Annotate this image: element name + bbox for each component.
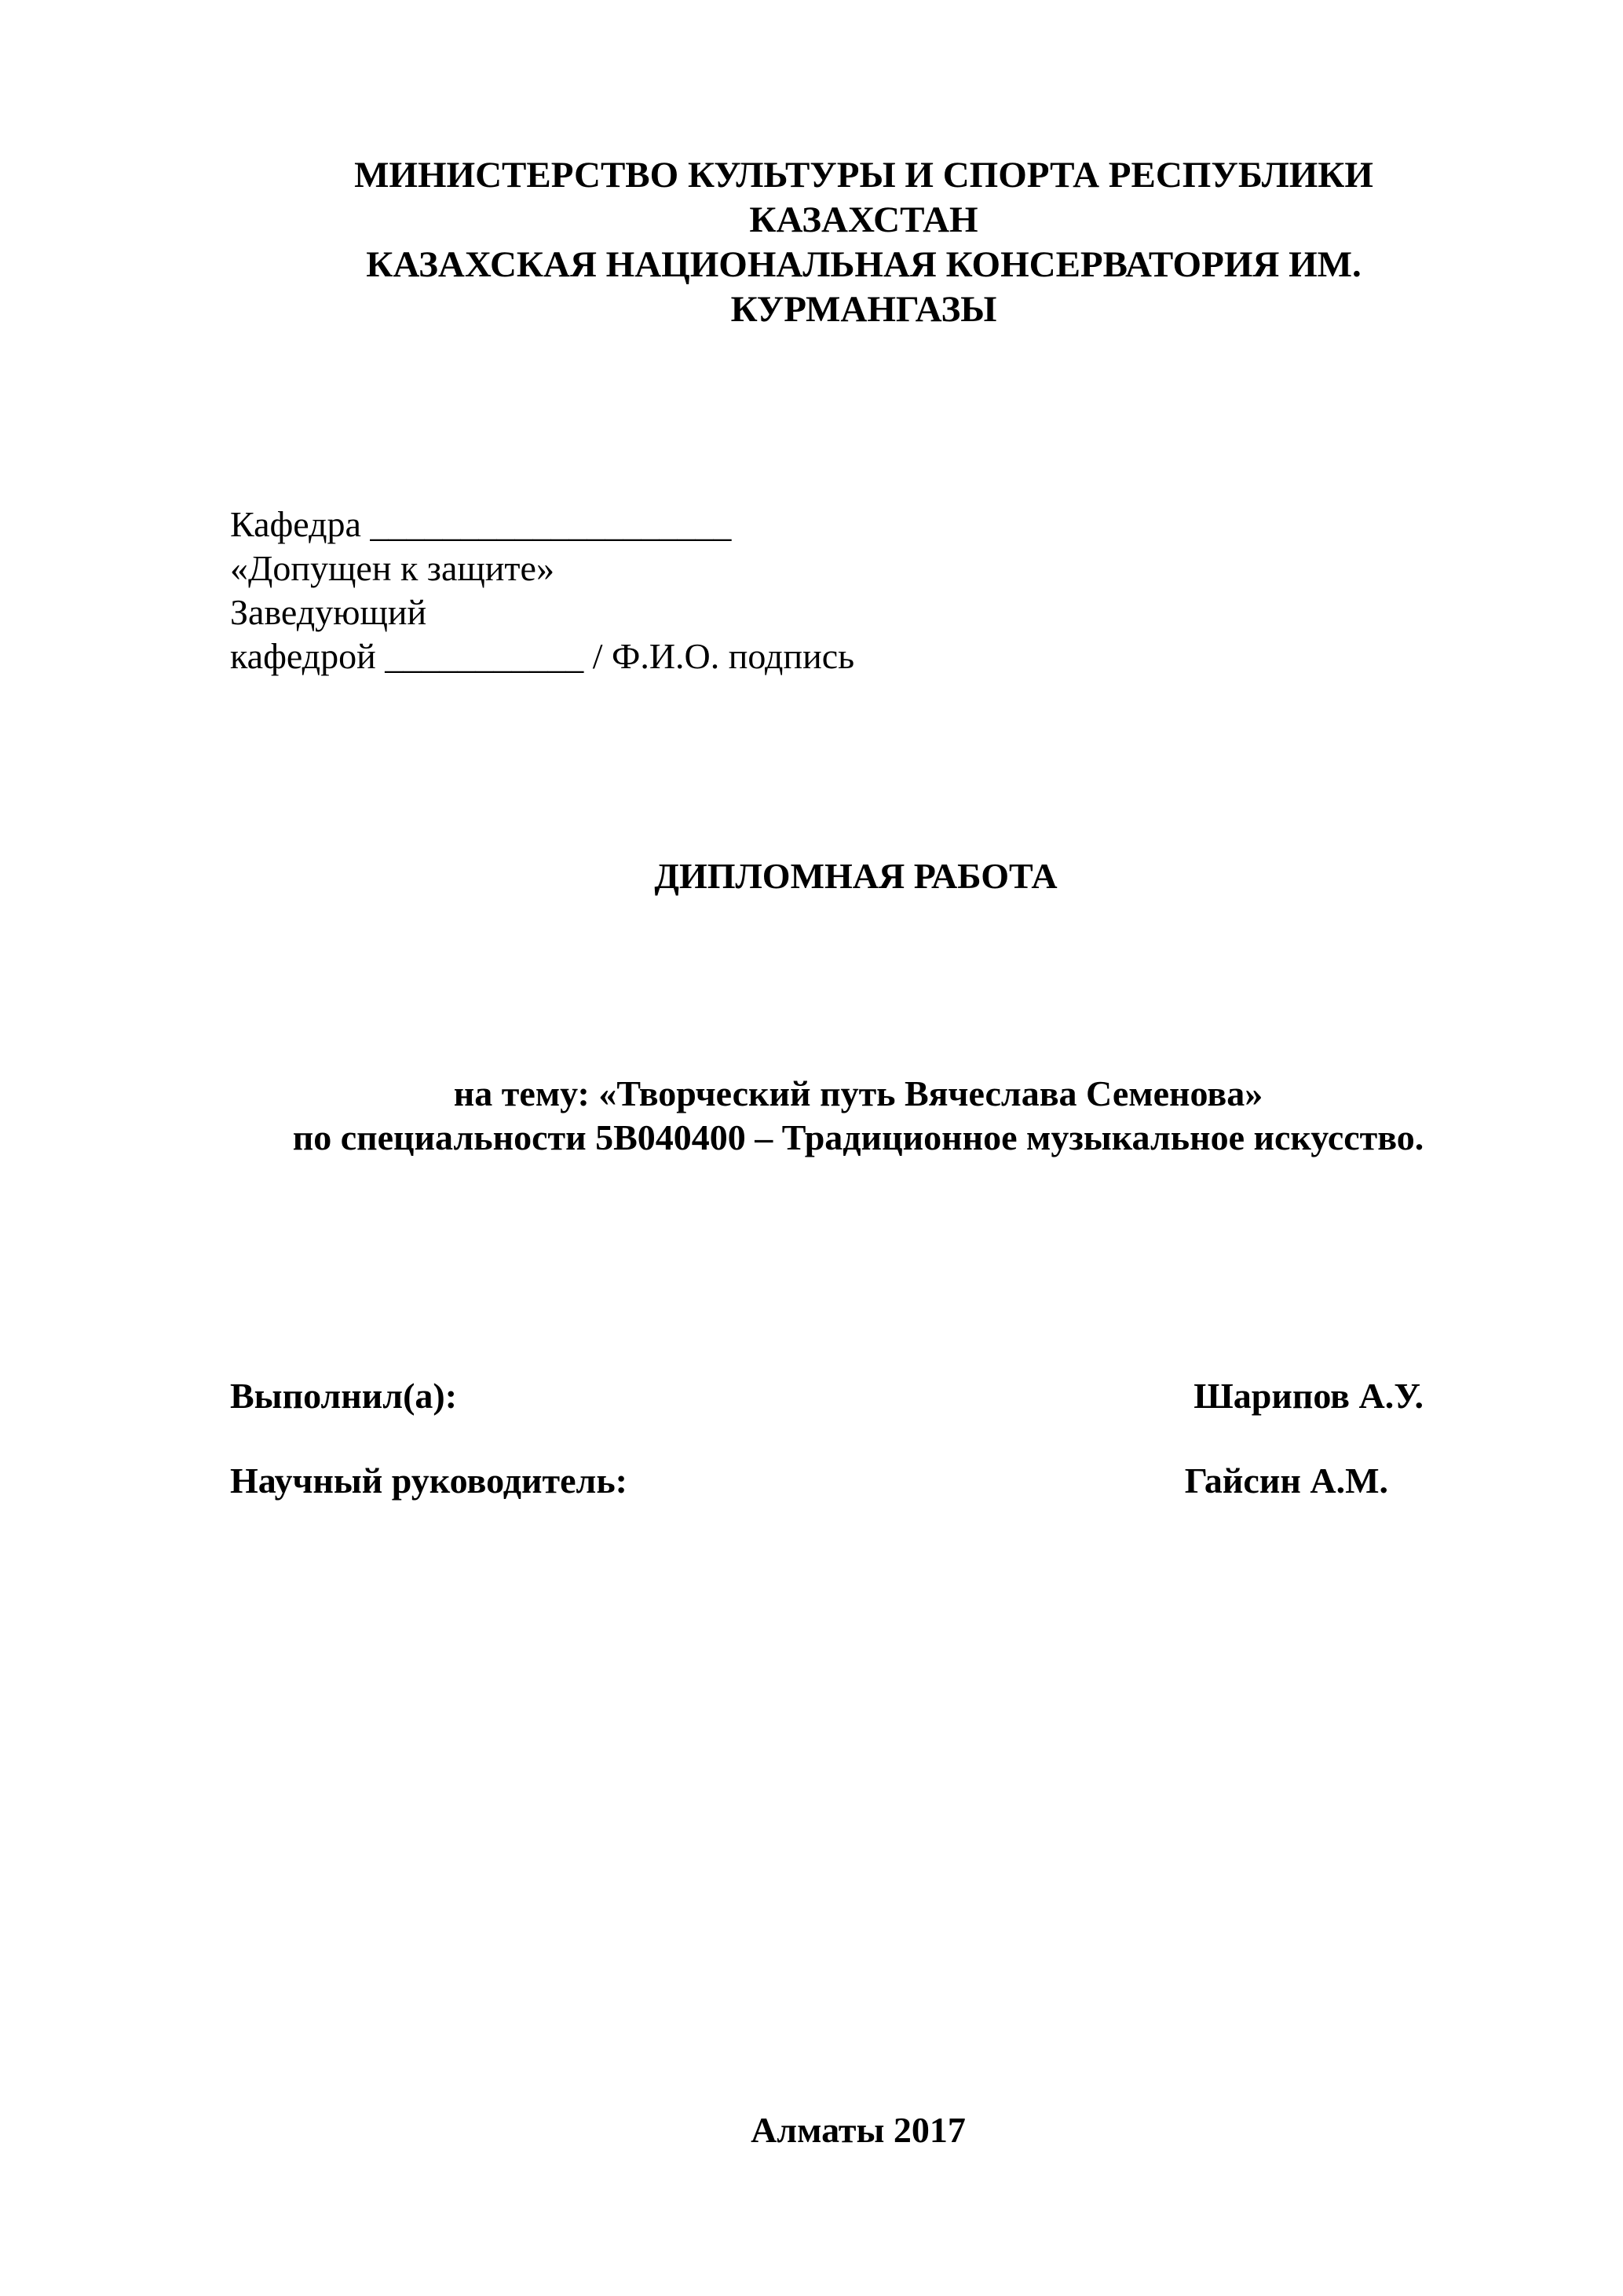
conservatory-line-1: КАЗАХСКАЯ НАЦИОНАЛЬНАЯ КОНСЕРВАТОРИЯ ИМ. — [366, 244, 1362, 285]
approval-block — [230, 503, 854, 678]
author-name: Шарипов А.У. — [1193, 1376, 1424, 1416]
author-role: Выполнил(а): — [230, 1376, 458, 1416]
department-line: Кафедра ____________________ — [230, 504, 732, 544]
topic-line: на тему: «Творческий путь Вячеслава Семенова» — [453, 1073, 1263, 1113]
specialty-line: по специальности 5В040400 – Традиционное музыкальное искусство. — [292, 1117, 1424, 1157]
supervisor-role: Научный руководитель: — [230, 1461, 627, 1501]
conservatory-line-2: КУРМАНГАЗЫ — [730, 289, 997, 330]
head-signature-line: кафедрой ___________ / Ф.И.О. подпись — [230, 636, 855, 676]
head-of-department-label: Заведующий — [230, 592, 427, 632]
city-year: Алматы 2017 — [751, 2110, 966, 2150]
ministry-line-2: КАЗАХСТАН — [749, 199, 978, 240]
thesis-topic — [0, 1072, 1623, 1160]
ministry-header — [0, 153, 1623, 332]
admitted-to-defense: «Допущен к защите» — [230, 548, 554, 588]
ministry-line-1: МИНИСТЕРСТВО КУЛЬТУРЫ И СПОРТА РЕСПУБЛИКИ — [354, 155, 1373, 196]
supervisor-name: Гайсин А.М. — [1184, 1461, 1388, 1501]
thesis-type-title: ДИПЛОМНАЯ РАБОТА — [654, 856, 1058, 896]
